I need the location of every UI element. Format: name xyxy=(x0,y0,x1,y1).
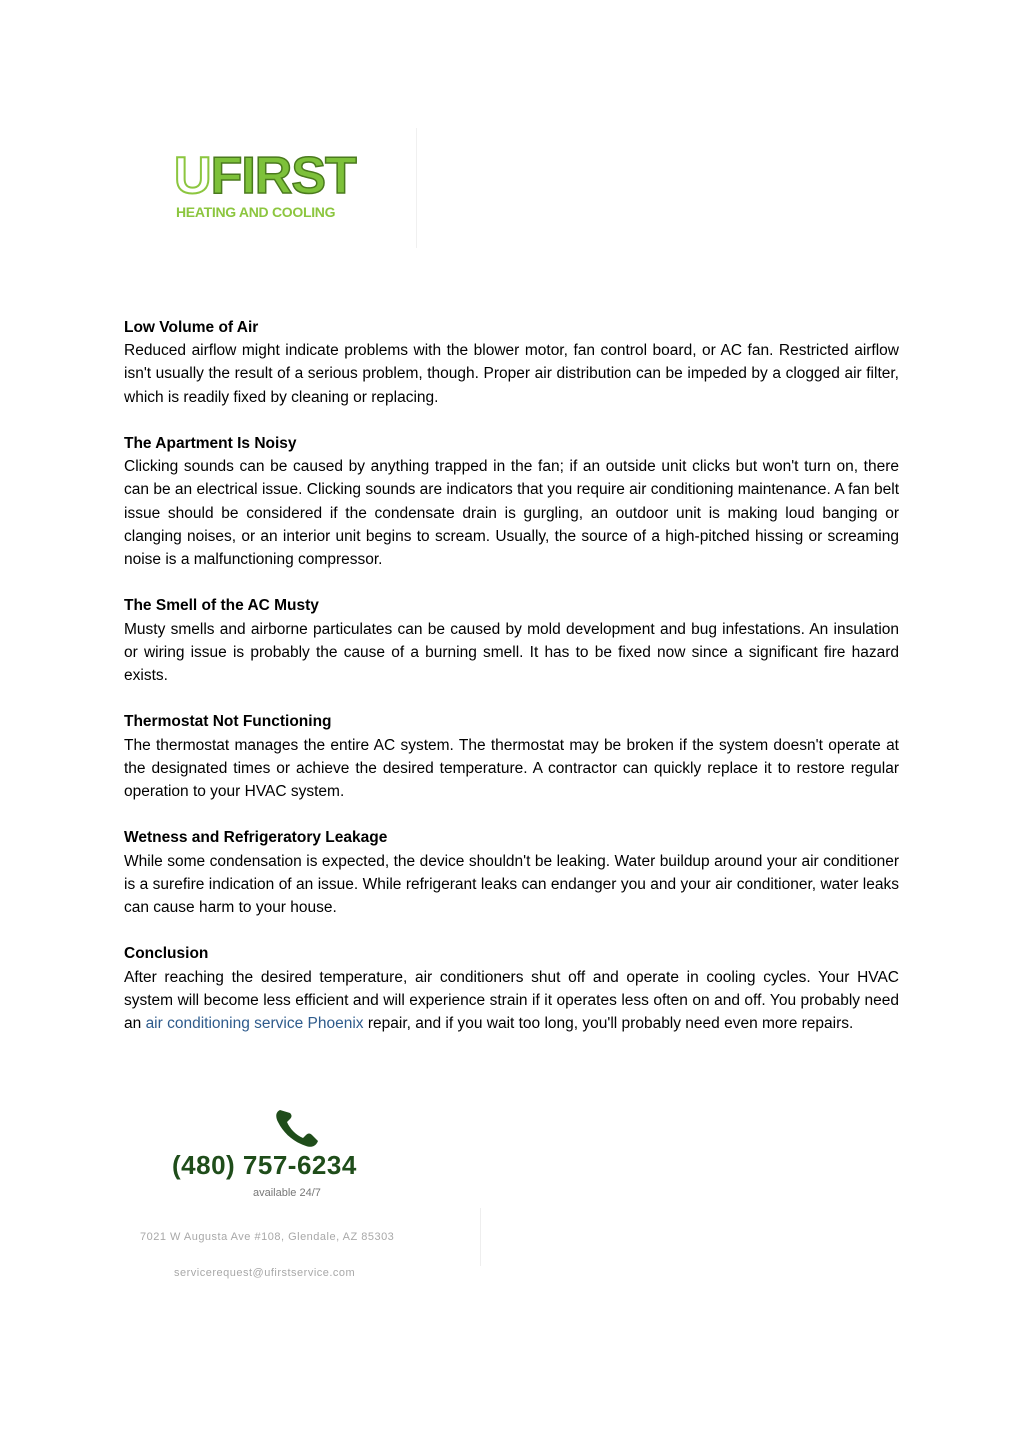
conclusion-paragraph xyxy=(124,966,899,1036)
contact-divider xyxy=(480,1208,481,1266)
section-conclusion xyxy=(124,942,899,1035)
section-paragraph: Musty smells and airborne particulates can be caused by mold development and bug infestations. An insulation or wiring issue is probably the cause of a burning smell. It has to be fixed now since a significant fire hazard exists. xyxy=(124,620,899,685)
conclusion-heading: Conclusion xyxy=(124,945,209,963)
logo-letter-u: U xyxy=(174,147,211,205)
conclusion-text-after: repair, and if you wait too long, you'll probably need even more repairs. xyxy=(363,1015,854,1033)
section-heading: Wetness and Refrigeratory Leakage xyxy=(124,829,388,847)
logo-letters-first: FIRST xyxy=(210,147,356,205)
company-logo xyxy=(168,128,418,248)
section-heading: The Apartment Is Noisy xyxy=(124,435,297,452)
section-paragraph: Reduced airflow might indicate problems with the blower motor, fan control board, or AC fan. Restricted airflow isn't usually the result of a serious problem, though. Proper air distribution can be impeded by a clogged air filter, which is readily fixed by cleaning or replacing. xyxy=(124,342,899,406)
section-heading: The Smell of the AC Musty xyxy=(124,597,319,615)
section-heading: Low Volume of Air xyxy=(124,319,259,336)
phone-icon xyxy=(272,1108,322,1148)
article-body xyxy=(124,316,899,1058)
section-apartment-noisy xyxy=(124,432,899,571)
address: 7021 W Augusta Ave #108, Glendale, AZ 85303 xyxy=(140,1231,395,1243)
service-link[interactable]: air conditioning service Phoenix xyxy=(145,1015,364,1033)
section-heading: Thermostat Not Functioning xyxy=(124,713,332,731)
availability-note: available 24/7 xyxy=(253,1187,321,1199)
section-low-volume-of-air xyxy=(124,316,899,409)
phone-number[interactable]: (480) 757-6234 xyxy=(172,1150,357,1180)
section-paragraph: The thermostat manages the entire AC system. The thermostat may be broken if the system doesn't operate at the designated times or achieve the desired temperature. A contractor can quickly replace it to restore regular operation to your HVAC system. xyxy=(124,736,899,801)
conclusion-text-before: After reaching the desired temperature, air conditioners shut off and operate in cooling cycles. Your HVAC system will become less efficient and will experience strain if it operates less often on and off. You probably need an xyxy=(124,968,899,1033)
logo-divider xyxy=(416,128,417,248)
section-leakage xyxy=(124,826,899,919)
section-paragraph: While some condensation is expected, the device shouldn't be leaking. Water buildup around your air conditioner is a surefire indication of an issue. While refrigerant leaks can endanger you and your air conditioner, water leaks can cause harm to your house. xyxy=(124,852,899,917)
section-thermostat xyxy=(124,710,899,803)
logo-subtitle: HEATING AND COOLING xyxy=(176,204,336,220)
logo-wordmark xyxy=(174,147,356,205)
email[interactable]: servicerequest@ufirstservice.com xyxy=(174,1267,356,1279)
contact-block xyxy=(140,1100,490,1290)
section-musty-smell xyxy=(124,594,899,687)
section-paragraph: Clicking sounds can be caused by anything trapped in the fan; if an outside unit clicks but won't turn on, there can be an electrical issue. Clicking sounds are indicators that you require air conditioning maintenance. A fan belt issue should be considered if the condensate drain is gurgling, an outdoor unit is making loud banging or clanging noises, or an interior unit begins to scream. Usually, the source of a high-pitched hissing or screaming noise is a malfunctioning compressor. xyxy=(124,458,899,569)
